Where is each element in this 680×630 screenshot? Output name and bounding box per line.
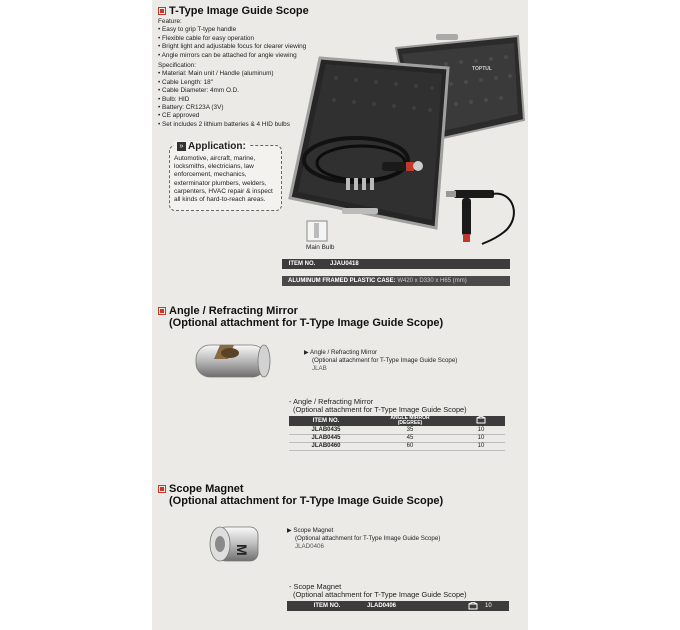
- magnet-desc-code: JLAD0406: [295, 543, 324, 550]
- section-title-mirror: [158, 305, 443, 329]
- package-icon: [476, 416, 486, 424]
- feature-heading: Feature:: [158, 18, 182, 25]
- application-text: Automotive, aircraft, marine, locksmiths, electricians, law enforcement, mechanics, exterminator plumbers, welders, carpenters, HVAC repair & inspect all kinds of hard-to-reach areas.: [174, 155, 273, 204]
- spec-item: • CE approved: [158, 112, 328, 120]
- angle-cell: 45: [363, 434, 457, 442]
- triangle-right-icon: ▶: [287, 528, 292, 534]
- qty-cell: 10: [457, 442, 505, 450]
- scope-item-bar: [282, 259, 510, 269]
- col-angle-mirror: [363, 416, 457, 426]
- spec-item: • Material: Main unit / Handle (aluminum): [158, 70, 328, 78]
- magnet-table-subtitle: (Optional attachment for T-Type Image Guide Scope): [293, 590, 467, 599]
- feature-item: • Bright light and adjustable focus for clearer viewing: [158, 43, 338, 51]
- col-angle-unit: (DEGREE): [397, 420, 423, 426]
- spec-item: • Cable Diameter: 4mm O.D.: [158, 87, 328, 95]
- spec-item: • Battery: CR123A (3V): [158, 104, 328, 112]
- item-cell: JLAB0460: [289, 442, 363, 450]
- case-caption-bar: [282, 276, 510, 286]
- feature-item: • Flexible cable for easy operation: [158, 35, 338, 43]
- section-title-scope: [158, 5, 309, 17]
- col-item-no: ITEM NO.: [289, 416, 363, 426]
- section-bullet-icon: [158, 7, 166, 15]
- mirror-desc-title: Angle / Refracting Mirror: [310, 349, 378, 356]
- case-caption-dimensions: W420 x D330 x H65 (mm): [397, 278, 467, 284]
- mirror-desc-code: JLAB: [312, 365, 327, 372]
- case-brand-label: TOPTUL: [472, 66, 492, 72]
- magnet-desc-title: Scope Magnet: [293, 527, 334, 534]
- case-caption-label: ALUMINUM FRAMED PLASTIC CASE:: [288, 278, 396, 284]
- application-box: [169, 141, 282, 211]
- section-title-magnet: [158, 483, 443, 507]
- table-row: [289, 434, 505, 442]
- magnet-description: [287, 527, 440, 551]
- main-bulb-label: Main Bulb: [306, 244, 335, 251]
- spec-item: • Cable Length: 18": [158, 79, 328, 87]
- mirror-title: Angle / Refracting Mirror: [169, 305, 298, 317]
- angle-cell: 35: [363, 426, 457, 434]
- scope-item-no: JJAU0418: [330, 261, 359, 267]
- feature-item: • Angle mirrors can be attached for angle viewing: [158, 52, 338, 60]
- section-bullet-icon: [158, 485, 166, 493]
- magnet-title: Scope Magnet: [169, 483, 244, 495]
- section-bullet-icon: [158, 307, 166, 315]
- spec-heading: Specification:: [158, 62, 197, 69]
- spec-item: • Bulb: HID: [158, 96, 328, 104]
- magnet-marking: M: [234, 544, 250, 556]
- mirror-table-subtitle: (Optional attachment for T-Type Image Guide Scope): [293, 405, 467, 414]
- application-badge: [174, 141, 249, 152]
- magnet-desc-sub: (Optional attachment for T-Type Image Guide Scope): [295, 535, 441, 542]
- qty-cell: 10: [457, 434, 505, 442]
- aluminum-case-image: [286, 28, 526, 250]
- col-qty: [457, 416, 505, 426]
- mirror-table: [289, 416, 505, 451]
- angle-mirror-image: [190, 337, 272, 383]
- package-icon: [467, 602, 479, 610]
- item-cell: JLAB0435: [289, 426, 363, 434]
- scope-magnet-image: [206, 521, 264, 567]
- angle-cell: 60: [363, 442, 457, 450]
- spec-item: • Set includes 2 lithium batteries & 4 HID bulbs: [158, 121, 328, 129]
- application-title: Application:: [188, 141, 246, 152]
- mirror-desc-sub: (Optional attachment for T-Type Image Guide Scope): [312, 357, 458, 364]
- triangle-right-icon: ▶: [304, 350, 309, 356]
- magnet-table-title: - Scope Magnet: [289, 582, 342, 591]
- table-row: [289, 442, 505, 450]
- mirror-table-title: - Angle / Refracting Mirror: [289, 397, 374, 406]
- item-cell: JLAB0445: [289, 434, 363, 442]
- mirror-title-sub: (Optional attachment for T-Type Image Guide Scope): [169, 317, 444, 329]
- magnet-title-sub: (Optional attachment for T-Type Image Guide Scope): [169, 495, 444, 507]
- main-bulb-image: [306, 220, 328, 242]
- qty-cell: 10: [457, 426, 505, 434]
- magnet-table-heading: [289, 583, 467, 599]
- magnet-qty: 10: [485, 603, 492, 609]
- item-no-label: ITEM NO.: [288, 261, 316, 267]
- mirror-table-heading: [289, 398, 467, 414]
- scope-title: T-Type Image Guide Scope: [169, 5, 309, 17]
- mirror-description: [304, 349, 457, 373]
- col-item-no: ITEM NO.: [313, 603, 341, 609]
- feature-item: • Easy to grip T-type handle: [158, 26, 338, 34]
- magnet-item-bar: [287, 601, 509, 611]
- col-angle-label: ANGLE MIRROR: [390, 415, 430, 421]
- table-row: [289, 426, 505, 434]
- magnet-item-no: JLAD0406: [367, 603, 397, 609]
- double-chevron-icon: »: [177, 142, 186, 151]
